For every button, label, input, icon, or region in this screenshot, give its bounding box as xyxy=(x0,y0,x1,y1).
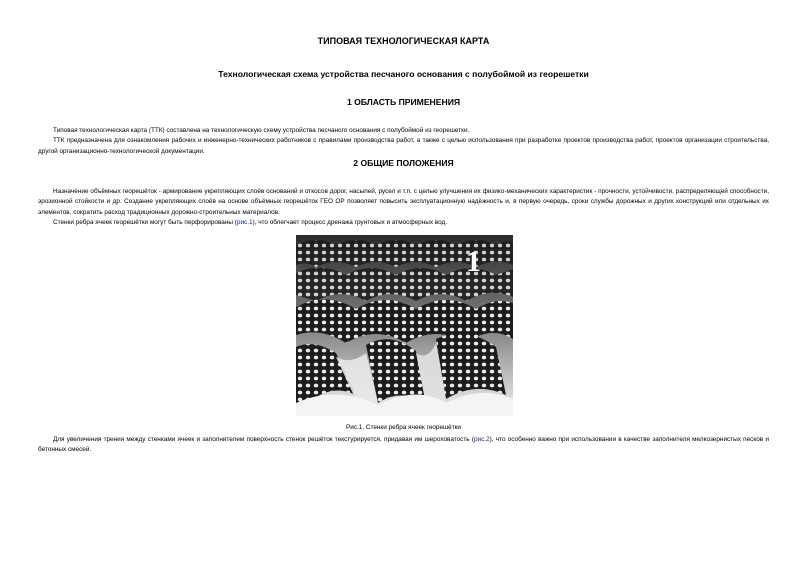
paragraph-text: Для увеличения трения между стенками ячеек и заполнителем поверхность стенок решёток текстурируется, придавая им шероховатость ( xyxy=(53,436,474,443)
paragraph: Типовая технологическая карта (ТТК) составлена на технологическую схему устройства песчаного основания с полубоймой из георешетки. xyxy=(53,127,470,134)
paragraph xyxy=(38,435,769,456)
page-title: ТИПОВАЯ ТЕХНОЛОГИЧЕСКАЯ КАРТА xyxy=(317,36,490,46)
section-scope-body xyxy=(38,126,769,157)
section-heading-scope: 1 ОБЛАСТЬ ПРИМЕНЕНИЯ xyxy=(346,97,461,107)
paragraph-text: ), что особенно важно при использовании в качестве заполнителя мелкозернистых песков и бетонных смесей. xyxy=(38,436,769,454)
document-subtitle: Технологическая схема устройства песчаного основания с полубоймой из георешетки xyxy=(218,69,589,79)
section-texture-body xyxy=(38,435,769,456)
figure-link-2[interactable]: рис.2 xyxy=(473,436,490,443)
figure-link-1[interactable]: рис.1 xyxy=(236,219,253,227)
paragraph: Назначение объёмных георешёток - армирование укрепляющих слоёв оснований и откосов дорог, насыпей, русел и т.п. с целью улучшения их физико-механических характеристик - прочности, устойчивости, распределяющей способности, эрозионной стойкости и др. Создание укрепляющих слоёв на основе объёмных георешёток ГЕО ОР позволяет повысить эксплуатационную надёжность и, в первую очередь, сроки службы дорожных и других конструкций или отдельных их элементов, сократить расход традиционных дорожно-строительных материалов. xyxy=(38,188,769,216)
section-general-body xyxy=(38,187,769,229)
paragraph-text: ), что облегчает процесс дренажа грунтовых и атмосферных вод. xyxy=(252,219,448,227)
figure-caption: Рис.1. Стенки ребра ячеек георешётки xyxy=(345,424,462,431)
section-heading-general: 2 ОБЩИЕ ПОЛОЖЕНИЯ xyxy=(353,158,454,168)
figure-number: 1 xyxy=(466,245,481,278)
paragraph xyxy=(38,218,769,228)
paragraph: ТТК предназначена для ознакомления рабочих и инженерно-технических работников с правилами производства работ, а также с целью использования при разработке проектов производства работ, проектов организации строительства, другой организационно-технологической документации. xyxy=(38,137,769,155)
geogrid-figure-image xyxy=(296,235,513,416)
paragraph-text: Стенки ребра ячеек георешётки могут быть перфорированы ( xyxy=(53,219,237,227)
